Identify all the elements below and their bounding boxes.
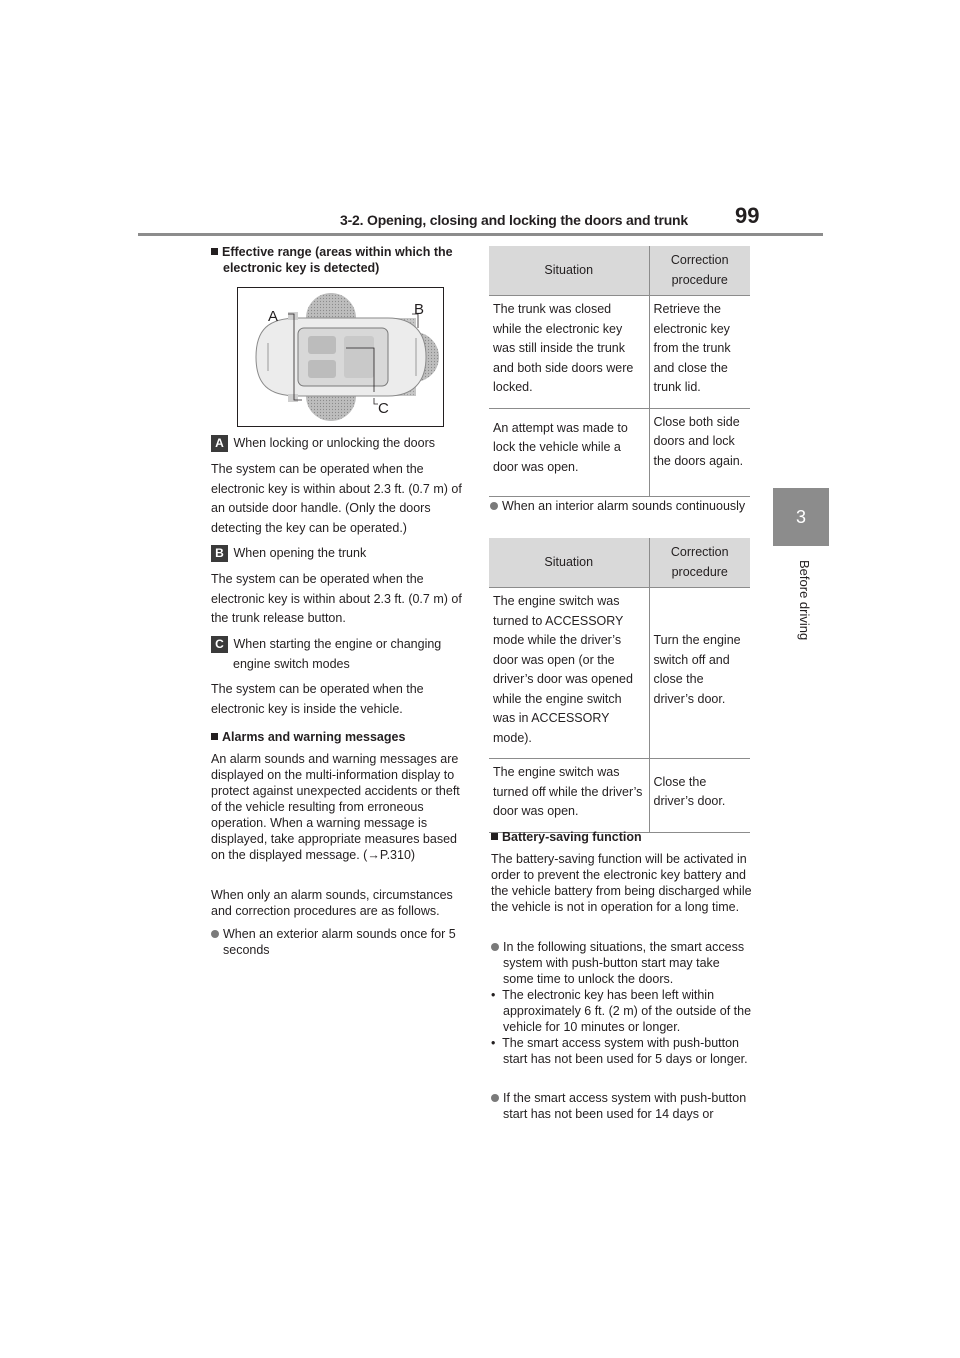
square-bullet-icon [491,833,498,840]
chapter-label: Before driving [797,560,812,641]
exterior-alarm-table [489,246,750,497]
diagram-label-a: A [268,308,279,325]
header-rule [138,233,823,236]
section-title: 3-2. Opening, closing and locking the doors and trunk [340,212,688,228]
header-correction: Correction procedure [649,538,750,588]
badge-c: C [211,636,228,653]
diagram-label-c: C [378,400,389,417]
page-number: 99 [735,203,760,228]
procedure-cell: Close both side doors and lock the doors again. [649,408,750,496]
car-top-view-illustration [238,288,443,426]
item-b [211,544,471,564]
round-bullet-icon [491,943,499,951]
situation-cell: The engine switch was turned to ACCESSORY mode while the driver’s door was open (or the driver’s door was opened while the engine switch was in ACCESSORY mode). [489,588,649,759]
battery-bullet-2: If the smart access system with push-button start has not been used for 14 days or [491,1090,753,1122]
battery-saving-heading: Battery-saving function [491,829,751,845]
table-row [489,296,750,409]
item-b-title: When opening the trunk [233,546,367,560]
alarms-text: An alarm sounds and warning messages are displayed on the multi-information display to protect against unexpected accidents or theft of the vehicle resulting from erroneous operation. When a warning message is displayed, take appropriate measures based on the displayed message. (→P.310) [211,752,460,862]
chapter-number: 3 [795,506,806,527]
situation-cell: The trunk was closed while the electronic key was still inside the trunk and both side doors were locked. [489,296,649,409]
battery-sub-2: • The smart access system with push-button start has not been used for 5 days or longer. [491,1036,748,1066]
chapter-tab [773,488,829,546]
interior-alarm-table [489,538,750,833]
battery-bullet-1: In the following situations, the smart access system with push-button start may take some time to unlock the doors. [491,939,753,987]
diagram-label-b: B [414,301,425,318]
procedure-cell: Retrieve the electronic key from the trunk and close the trunk lid. [649,296,750,409]
header-correction: Correction procedure [649,246,750,296]
procedure-cell: Turn the engine switch off and close the driver’s door. [649,588,750,759]
item-a [211,434,471,454]
badge-b: B [211,545,228,562]
situation-cell: The engine switch was turned off while the driver’s door was open. [489,759,649,833]
situation-cell: An attempt was made to lock the vehicle while a door was open. [489,408,649,496]
table-header-row [489,538,750,588]
alarms-heading: Alarms and warning messages [211,729,471,745]
interior-alarm-bullet: When an interior alarm sounds continuously [490,498,752,514]
alarm-only-text: When only an alarm sounds, circumstances and correction procedures are as follows. [211,888,453,918]
item-a-title: When locking or unlocking the doors [233,436,435,450]
item-c-text: The system can be operated when the electronic key is inside the vehicle. [211,682,424,716]
battery-saving-text: The battery-saving function will be activated in order to prevent the electronic key battery and the vehicle battery from being discharged while the vehicle is not in operation for a long time. [491,852,752,914]
header-situation: Situation [489,538,649,588]
table-header-row [489,246,750,296]
item-c-title: When starting the engine or changing engine switch modes [233,637,442,671]
item-c [211,635,471,674]
procedure-cell: Close the driver’s door. [649,759,750,833]
badge-a: A [211,435,228,452]
round-bullet-icon [211,930,219,938]
battery-sub-1: • The electronic key has been left within approximately 6 ft. (2 m) of the outside of the vehicle for 10 minutes or longer. [491,988,752,1034]
round-bullet-icon [491,1094,499,1102]
key-range-diagram [237,287,444,427]
table-row [489,759,750,833]
item-b-text: The system can be operated when the electronic key is within about 2.3 ft. (0.7 m) of the trunk release button. [211,572,462,625]
effective-range-heading: Effective range (areas within which the electronic key is detected) [211,244,471,276]
table-row [489,408,750,496]
square-bullet-icon [211,248,218,255]
round-bullet-icon [490,502,498,510]
item-a-text: The system can be operated when the electronic key is within about 2.3 ft. (0.7 m) of an outside door handle. (Only the doors detecting the key can be operated.) [211,462,462,535]
table-row [489,588,750,759]
exterior-alarm-bullet: When an exterior alarm sounds once for 5 seconds [211,926,473,958]
header-situation: Situation [489,246,649,296]
square-bullet-icon [211,733,218,740]
